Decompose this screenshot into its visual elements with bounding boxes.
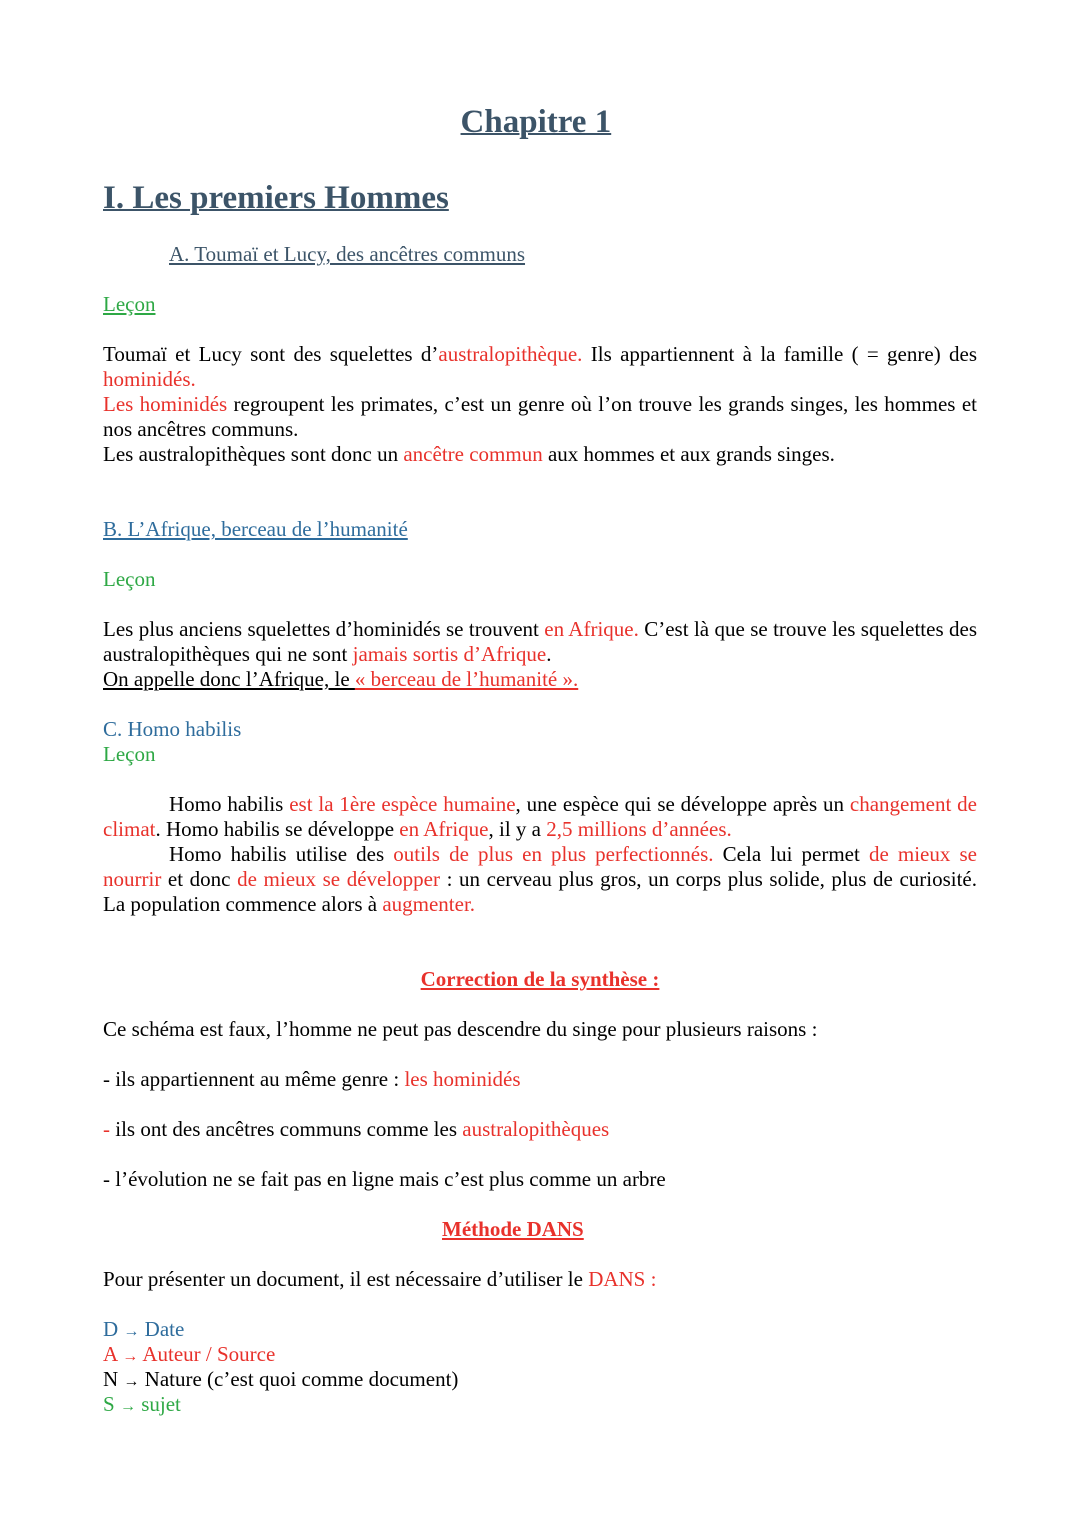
correction-bullet-1: - ils appartiennent au même genre : les hominidés (103, 1067, 521, 1091)
subsection-c-title: C. Homo habilis (103, 717, 242, 741)
methode-title: Méthode DANS (442, 1217, 584, 1241)
subsection-c-lecon-label: Leçon (103, 742, 156, 766)
dans-item-n: N → Nature (c’est quoi comme document) (103, 1367, 459, 1391)
section-title: I. Les premiers Hommes (103, 180, 449, 216)
methode-intro: Pour présenter un document, il est nécessaire d’utiliser le DANS : (103, 1267, 657, 1291)
subsection-a-paragraph: Toumaï et Lucy sont des squelettes d’australopithèque. Ils appartiennent à la famille ( = genre) des hominidés. Les hominidés regroupent les primates, c’est un genre où l’on trouve les grands singes, les hommes et nos ancêtres communs. Les australopithèques sont donc un ancêtre commun aux hommes et aux grands singes. (103, 342, 978, 466)
subsection-b-lecon-label: Leçon (103, 567, 156, 591)
correction-bullet-3: - l’évolution ne se fait pas en ligne mais c’est plus comme un arbre (103, 1167, 666, 1191)
subsection-b-title: B. L’Afrique, berceau de l’humanité (103, 517, 408, 541)
chapter-title: Chapitre 1 (460, 104, 612, 140)
subsection-b-paragraph: Les plus anciens squelettes d’hominidés se trouvent en Afrique. C’est là que se trouve les squelettes des australopithèques qui ne sont jamais sortis d’Afrique. On appelle donc l’Afrique, le « berceau de l’humanité ». (103, 617, 977, 691)
subsection-a-lecon-label: Leçon (103, 292, 156, 316)
subsection-c-paragraph-1: Homo habilis est la 1ère espèce humaine, une espèce qui se développe après un changement de climat. Homo habilis se développe en Afrique, il y a 2,5 millions d’années. (103, 792, 978, 841)
dans-item-d: D → Date (103, 1317, 185, 1341)
correction-title: Correction de la synthèse : (420, 967, 660, 991)
dans-item-s: S → sujet (103, 1392, 181, 1416)
correction-intro: Ce schéma est faux, l’homme ne peut pas descendre du singe pour plusieurs raisons : (103, 1017, 818, 1041)
subsection-a-title: A. Toumaï et Lucy, des ancêtres communs (169, 242, 526, 266)
dans-item-a: A → Auteur / Source (103, 1342, 276, 1366)
subsection-c-paragraph-2: Homo habilis utilise des outils de plus en plus perfectionnés. Cela lui permet de mieux se nourrir et donc de mieux se développer : un cerveau plus gros, un corps plus solide, plus de curiosité. La population commence alors à augmenter. (103, 842, 978, 916)
correction-bullet-2: - ils ont des ancêtres communs comme les australopithèques (103, 1117, 610, 1141)
